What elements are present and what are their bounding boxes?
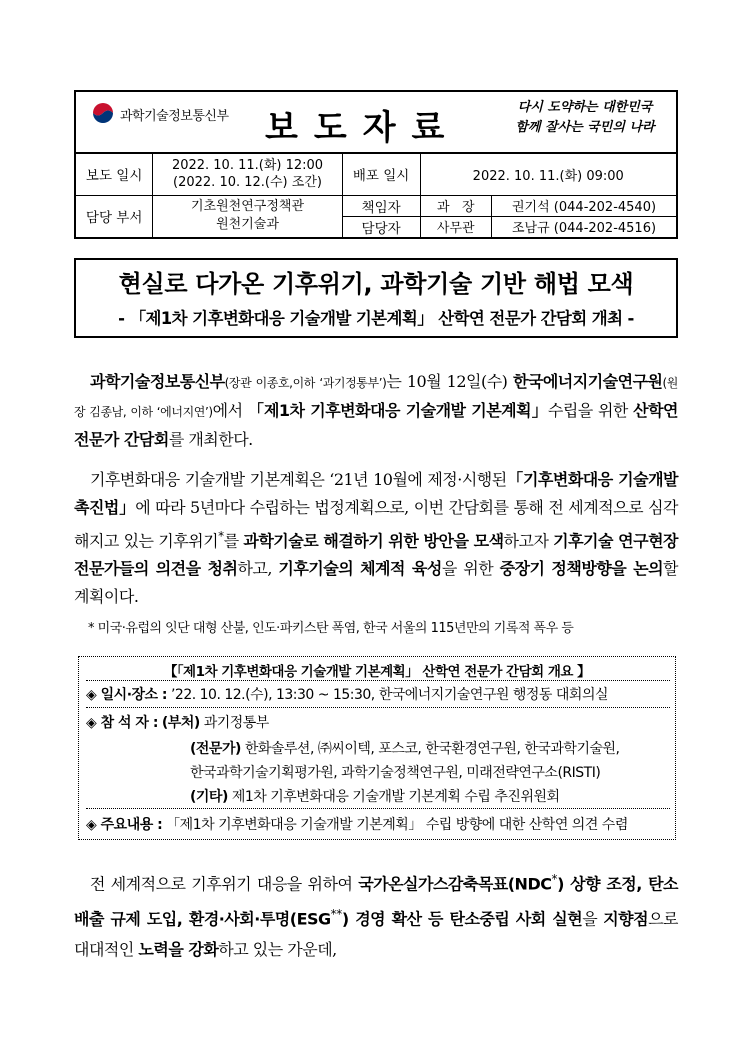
p1-institute-note: (원장 김종남, 이하 ‘에너지연’): [74, 376, 678, 419]
overview-gov-tag: (부처): [161, 715, 200, 731]
overview-expert-line-1: 한화솔루션, ㈜씨이텍, 포스코, 한국환경연구원, 한국과학기술원,: [244, 741, 620, 757]
contact-title: 사무관: [420, 216, 492, 238]
overview-content-label: ◈ 주요내용 :: [86, 817, 163, 833]
press-date-label: 보도 일시: [75, 153, 153, 195]
overview-etc-value: 제1차 기후변화대응 기술개발 기본계획 수립 추진위원회: [231, 789, 560, 805]
slogan-line-1: 다시 도약하는 대한민국: [517, 100, 653, 115]
p3-carbon-neutral: ) 경영 확산 등 탄소중립 사회 실현: [341, 909, 583, 929]
p3-text-a: 전 세계적으로 기후위기 대응을 위하여: [90, 874, 359, 894]
p2-text-a: 기후변화대응 기술개발 기본계획은 ‘21년 10월에 제정·시행된: [90, 470, 507, 489]
p3-goal: 지향점: [603, 909, 649, 929]
p1-ministry: 과학기술정보통신부: [90, 372, 225, 391]
overview-time-row: [86, 684, 608, 704]
p3-mark-1: *: [551, 872, 558, 886]
p1-ministry-note: (장관 이종호,이하 ‘과기정통부’): [224, 376, 387, 390]
paragraph-3: [74, 864, 678, 965]
p2-law: 「기후변화대응 기술개발 촉진법」: [74, 470, 678, 517]
distribution-date-label: 배포 일시: [342, 153, 420, 195]
overview-gov-value: 과기정통부: [203, 715, 269, 731]
p1-institute: 한국에너지기술연구원: [512, 372, 663, 391]
overview-content-row: [86, 814, 628, 834]
paragraph-1: [74, 368, 678, 454]
overview-expert-row: [190, 738, 619, 758]
p2-text-b: 에 따라 5년마다 수립하는 법정계획으로, 이번 간담회를 통해 전 세계적으로 심각해지고 있는 기후위기: [74, 498, 678, 551]
p2-text-c: 를: [223, 531, 244, 551]
p2-solution: 과학기술로 해결하기 위한 방안을 모색: [243, 531, 504, 551]
distribution-date-value: 2022. 10. 11.(화) 09:00: [420, 153, 677, 195]
p3-text-d: 하고 있는 가운데,: [218, 939, 337, 959]
contact-label: 담당자: [342, 216, 420, 238]
p2-footnote-mark: *: [218, 529, 224, 543]
overview-attendees-label: ◈ 참 석 자 :: [86, 715, 158, 731]
government-logo-icon: [92, 102, 114, 124]
p2-text-d: 하고자: [503, 531, 554, 551]
paragraph-2: [74, 466, 678, 611]
p1-text-b: 에서: [212, 401, 248, 420]
press-info-table: [74, 152, 678, 239]
p3-text-c: 으로 대대적인: [74, 909, 678, 959]
p3-mark-2: **: [330, 907, 342, 922]
p3-effort: 노력을 강화: [138, 939, 219, 959]
department-line-2: 원천기술과: [216, 217, 279, 232]
press-date-line-2: (2022. 10. 12.(수) 조간): [173, 175, 322, 191]
responsible-name: 권기석 (044-202-4540): [492, 195, 677, 216]
footnote: * 미국·유럽의 잇단 대형 산불, 인도·파키스탄 폭염, 한국 서울의 115년만의 기록적 폭우 등: [88, 621, 574, 636]
overview-content-value: 「제1차 기후변화대응 기술개발 기본계획」 수립 방향에 대한 산학연 의견 수렴: [166, 817, 628, 833]
slogan: [500, 98, 670, 138]
p1-meeting: 산학연 전문가 간담회: [74, 401, 679, 449]
overview-expert-tag: (전문가): [190, 741, 241, 757]
p2-text-f: 을 위한: [441, 559, 500, 579]
p3-text-b: 을: [582, 909, 604, 929]
responsible-label: 책임자: [342, 195, 420, 216]
department-line-1: 기초원천연구정책관: [190, 199, 305, 214]
p1-text-c: 수립을 위한: [547, 401, 634, 420]
overview-divider-1: [86, 707, 670, 708]
overview-etc-row: [190, 786, 560, 806]
overview-divider-2: [86, 808, 670, 809]
p2-text-g: 할 계획이다.: [74, 559, 679, 607]
responsible-title: 과 장: [420, 195, 492, 216]
p2-systematic: 기후기술의 체계적 육성: [278, 559, 442, 579]
headline-title: 현실로 다가온 기후위기, 과학기술 기반 해법 모색: [118, 270, 634, 298]
overview-divider-top: [86, 680, 670, 681]
p1-plan-name: 「제1차 기후변화대응 기술개발 기본계획」: [247, 401, 548, 420]
headline-subtitle: - 「제1차 기후변화대응 기술개발 기본계획」 산학연 전문가 간담회 개최 -: [118, 309, 634, 328]
p2-text-e: 하고,: [237, 559, 279, 579]
overview-etc-tag: (기타): [190, 789, 228, 805]
overview-expert-row-2: [190, 762, 600, 782]
p3-ndc: 국가온실가스감축목표(NDC: [358, 874, 552, 894]
p1-text-a: 는 10월 12일(수): [386, 372, 513, 391]
contact-name: 조남규 (044-202-4516): [492, 216, 677, 238]
p3-policies: ) 상향 조정, 탄소 배출 규제 도입, 환경·사회·투명(ESG: [74, 874, 678, 929]
overview-time-label: ◈ 일시·장소 :: [86, 687, 168, 703]
overview-attendees-row: [86, 712, 269, 732]
ministry-name: 과학기술정보통신부: [120, 109, 229, 124]
press-date-line-1: 2022. 10. 11.(화) 12:00: [171, 158, 324, 174]
p2-policy: 중장기 정책방향을 논의: [499, 559, 664, 579]
department-value: [153, 195, 342, 238]
overview-expert-line-2: 한국과학기술기획평가원, 과학기술정책연구원, 미래전략연구소(RISTI): [190, 765, 601, 781]
slogan-line-2: 함께 잘사는 국민의 나라: [515, 120, 655, 135]
p1-text-d: 를 개최한다.: [168, 430, 253, 449]
press-date-value: [153, 153, 342, 195]
p2-experts: 기후기술 연구현장 전문가들의 의견을 청취: [74, 531, 679, 579]
overview-title: 【「제1차 기후변화대응 기술개발 기본계획」 산학연 전문가 간담회 개요 】: [163, 664, 591, 680]
overview-time-value: ’22. 10. 12.(수), 13:30 ~ 15:30, 한국에너지기술연구원 행정동 대회의실: [170, 687, 609, 703]
department-label: 담당 부서: [75, 195, 153, 238]
press-release-title: 보도자료: [265, 108, 461, 148]
